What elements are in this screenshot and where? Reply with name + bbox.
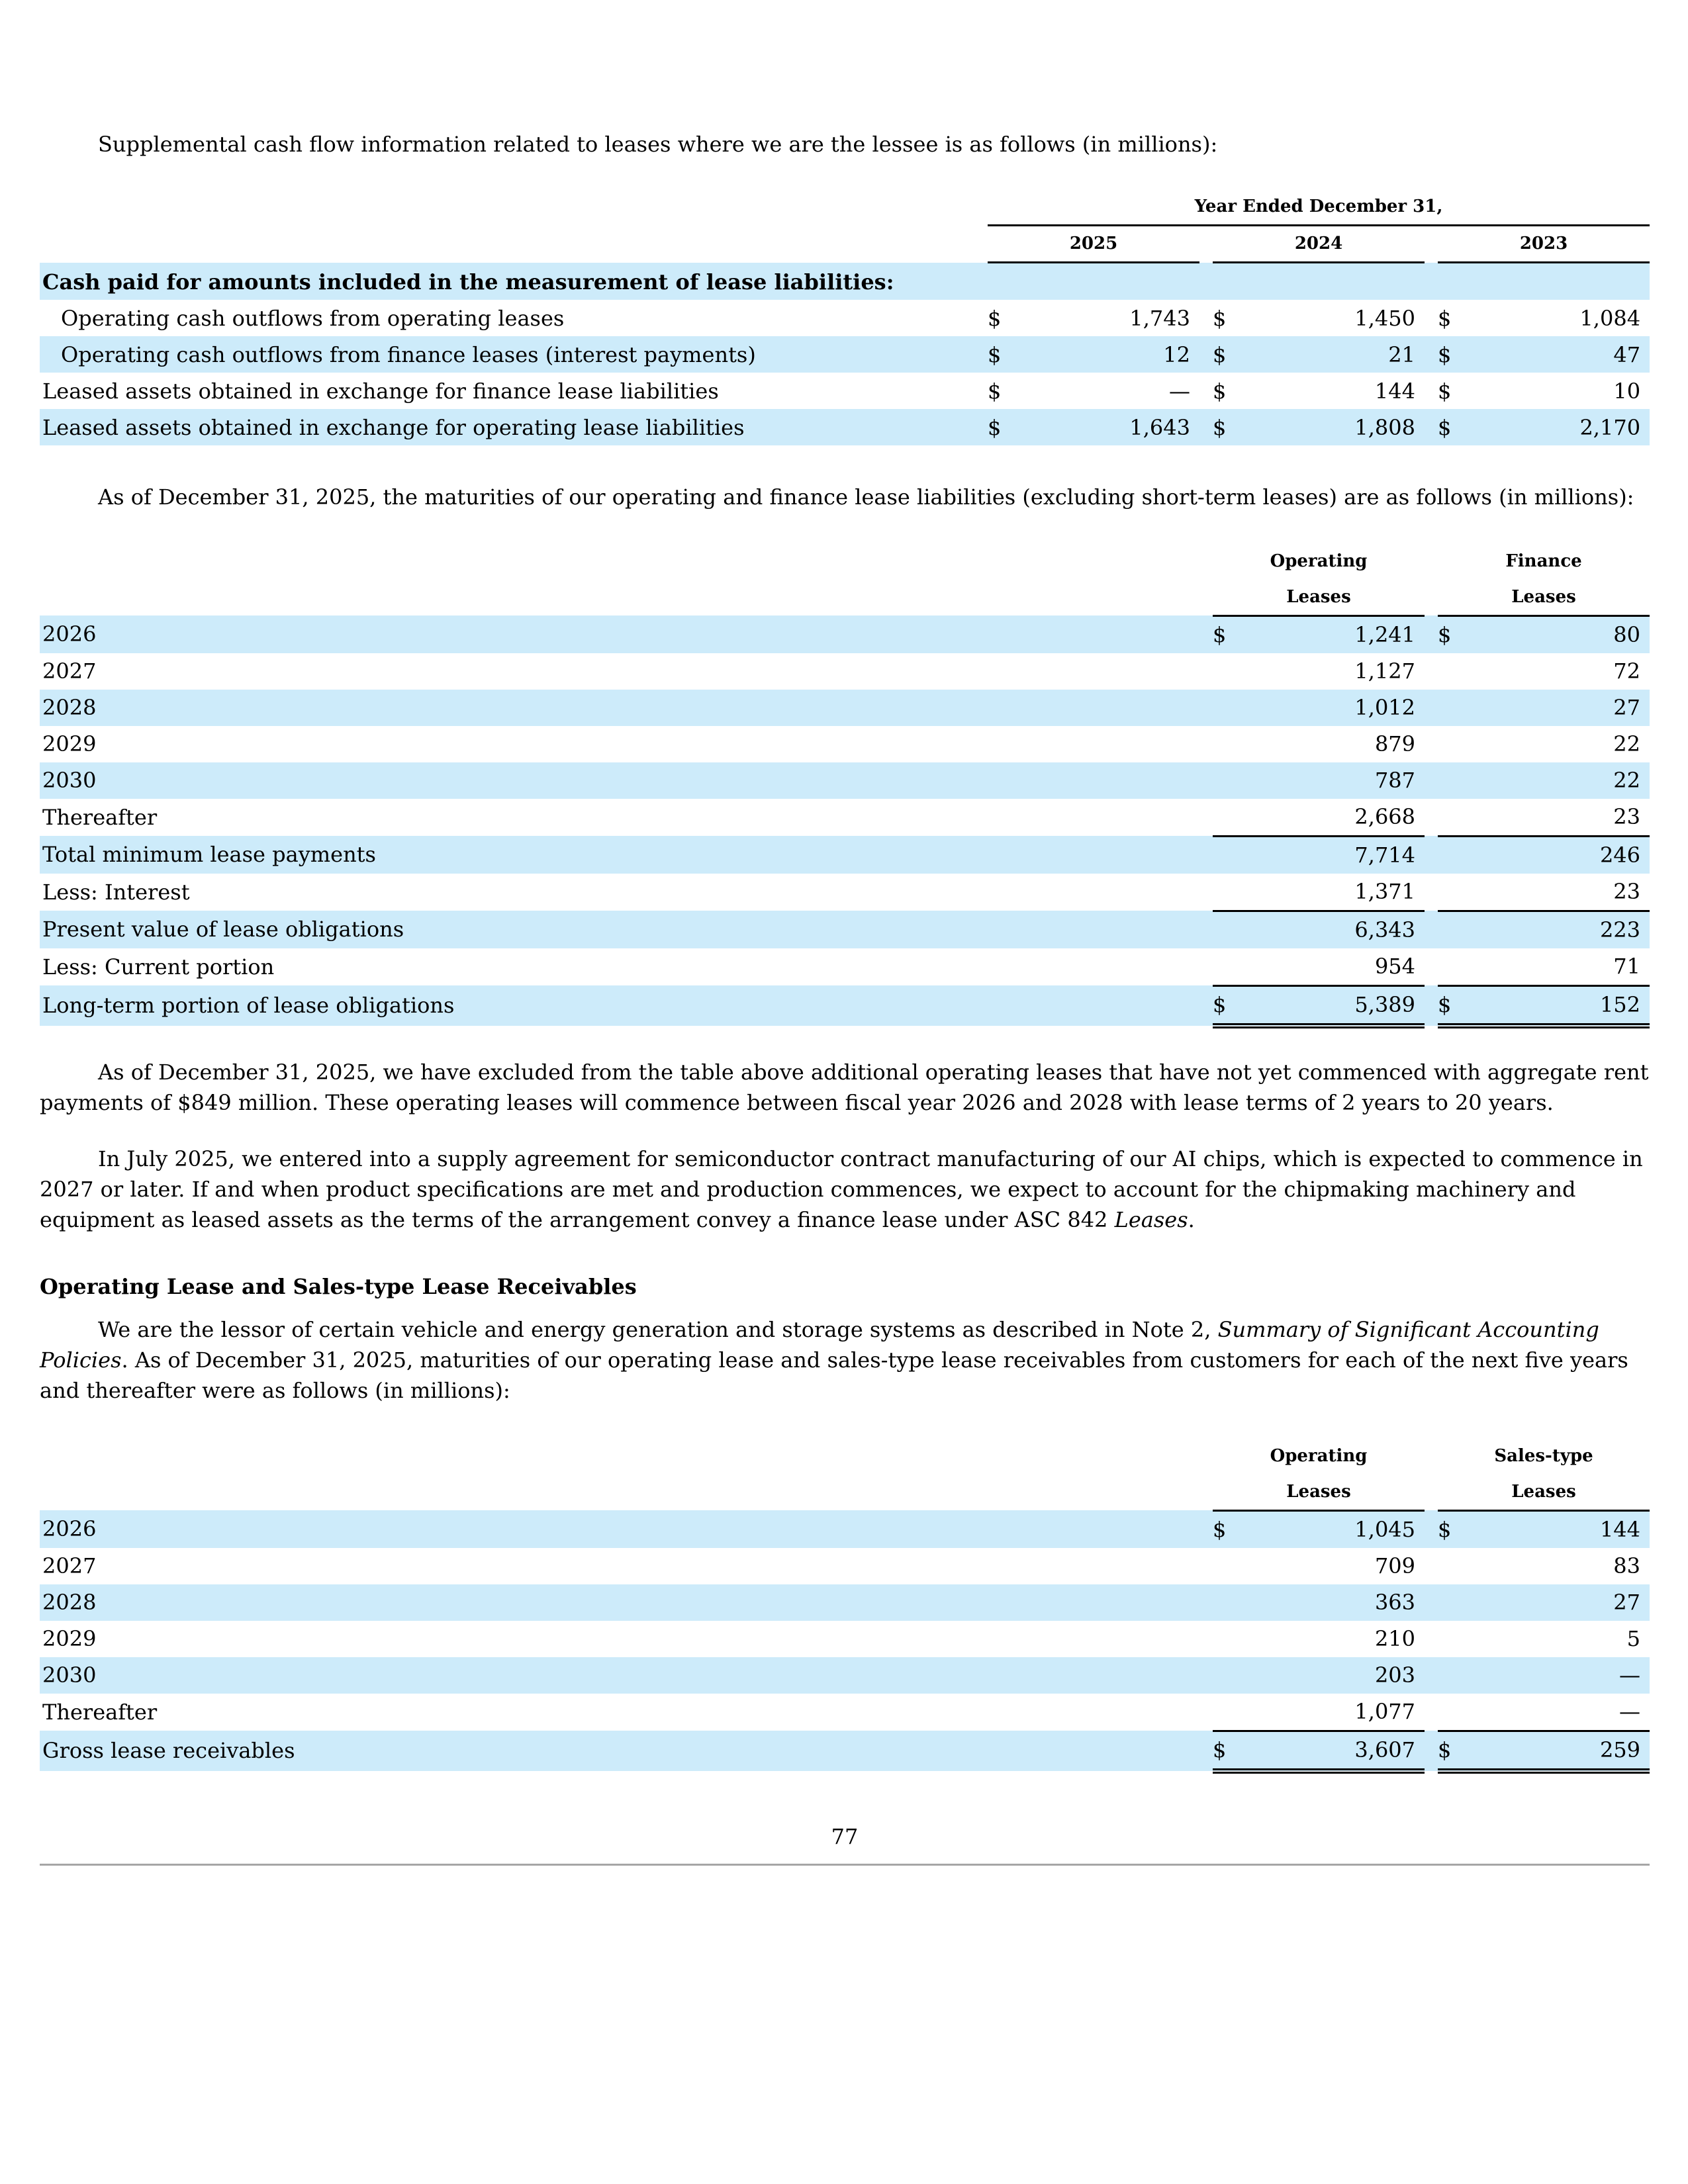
table-row <box>40 690 1650 726</box>
value-cell: 83 <box>1613 1553 1641 1578</box>
value-cell: — <box>1462 1694 1650 1731</box>
row-label: 2028 <box>40 1584 1213 1621</box>
col-header-operating-1: Operating <box>1270 1445 1368 1466</box>
currency-symbol: $ <box>1213 378 1227 404</box>
value-cell: 1,743 <box>1129 305 1190 331</box>
table-row <box>40 911 1650 948</box>
row-label: Thereafter <box>42 1699 158 1725</box>
row-label: Leased assets obtained in exchange for operating lease liabilities <box>40 409 988 445</box>
value-cell: 72 <box>1613 659 1641 684</box>
paragraph-end: . <box>1188 1207 1195 1232</box>
table-row <box>40 615 1650 653</box>
row-label: Operating cash outflows from operating leases <box>61 305 565 331</box>
row-label: Total minimum lease payments <box>40 836 1213 874</box>
value-cell: 1,808 <box>1237 409 1425 445</box>
currency-symbol: $ <box>1213 336 1237 373</box>
row-label: 2030 <box>40 762 1213 799</box>
supply-agreement-paragraph <box>40 1144 1650 1235</box>
row-label: Less: Current portion <box>42 954 275 979</box>
intro-maturities: As of December 31, 2025, the maturities of our operating and finance lease liabilities (excluding short-term leases) are as follows (in millions): <box>98 484 1634 510</box>
table-row <box>40 1584 1650 1621</box>
row-label: Long-term portion of lease obligations <box>40 985 1213 1026</box>
row-label: 2029 <box>42 731 97 756</box>
table-row <box>40 985 1650 1026</box>
currency-symbol: $ <box>1438 985 1462 1026</box>
value-cell: 1,045 <box>1237 1510 1425 1548</box>
currency-symbol: $ <box>988 378 1002 404</box>
table-row <box>40 409 1650 445</box>
period-header: Year Ended December 31, <box>988 189 1650 225</box>
col-header-operating-1: Operating <box>1270 551 1368 571</box>
italic-term: Leases <box>1114 1207 1188 1232</box>
value-cell: 2,170 <box>1462 409 1650 445</box>
italic-term: Summary of Significant Accounting Policies <box>40 1317 1599 1373</box>
table-row <box>40 1657 1650 1694</box>
excluded-leases-paragraph: As of December 31, 2025, we have excluded from the table above additional operating leases that have not yet commenced with aggregate rent payments of $849 million. These operating leases will commence between fiscal year 2026 and 2028 with lease terms of 2 years to 20 years. <box>40 1060 1649 1115</box>
lease-liabilities-table <box>40 543 1650 1028</box>
value-cell: 223 <box>1462 911 1650 948</box>
row-label: 2029 <box>42 1626 97 1651</box>
value-cell: 1,127 <box>1354 659 1416 684</box>
table-row <box>40 874 1650 911</box>
currency-symbol: $ <box>1438 615 1462 653</box>
row-label: 2028 <box>40 690 1213 726</box>
currency-symbol: $ <box>1213 1510 1237 1548</box>
value-cell: 27 <box>1462 1584 1650 1621</box>
page-number: 77 <box>831 1824 859 1849</box>
table-row <box>40 300 1650 336</box>
section-heading: Operating Lease and Sales-type Lease Receivables <box>40 1274 637 1299</box>
value-cell: 879 <box>1374 731 1416 756</box>
row-label: Gross lease receivables <box>40 1731 1213 1771</box>
col-header-sales-type-1: Sales-type <box>1494 1445 1593 1466</box>
paragraph-text: In July 2025, we entered into a supply agreement for semiconductor contract manufacturing of our AI chips, which is expected to commence in 2027 or later. If and when product specifications are met and production commences, we expect to account for the chipmaking machinery and equipment as leased assets as the terms of the arrangement convey a finance lease under ASC 842 <box>40 1146 1643 1232</box>
col-header-finance-2: Leases <box>1438 579 1650 615</box>
value-cell: 21 <box>1237 336 1425 373</box>
value-cell: 954 <box>1237 948 1425 986</box>
value-cell: 47 <box>1462 336 1650 373</box>
table-row <box>40 1510 1650 1548</box>
row-label: Operating cash outflows from finance leases (interest payments) <box>40 336 988 373</box>
value-cell: 80 <box>1462 615 1650 653</box>
table-row <box>40 1731 1650 1771</box>
table-row <box>40 836 1650 874</box>
table-row <box>40 762 1650 799</box>
row-label: 2026 <box>40 1510 1213 1548</box>
table-row <box>40 336 1650 373</box>
row-label: 2027 <box>42 1553 97 1578</box>
table-row <box>40 653 1650 690</box>
currency-symbol: $ <box>1438 1731 1462 1771</box>
currency-symbol: $ <box>1438 378 1452 404</box>
footer-divider <box>40 1864 1650 1866</box>
value-cell: 1,643 <box>1011 409 1199 445</box>
paragraph-text: We are the lessor of certain vehicle and energy generation and storage systems as described in Note 2, <box>98 1317 1218 1342</box>
value-cell: — <box>1169 378 1190 404</box>
col-header-operating-2: Leases <box>1213 579 1425 615</box>
currency-symbol: $ <box>1213 615 1237 653</box>
currency-symbol: $ <box>1213 305 1227 331</box>
currency-symbol: $ <box>1213 1731 1237 1771</box>
value-cell: 1,077 <box>1237 1694 1425 1731</box>
value-cell: 144 <box>1374 378 1415 404</box>
value-cell: 1,241 <box>1237 615 1425 653</box>
currency-symbol: $ <box>1438 1510 1462 1548</box>
value-cell: 203 <box>1237 1657 1425 1694</box>
table-row <box>40 948 1650 986</box>
table-row <box>40 263 1650 300</box>
value-cell: 709 <box>1374 1553 1416 1578</box>
value-cell: 1,450 <box>1354 305 1415 331</box>
value-cell: 363 <box>1237 1584 1425 1621</box>
value-cell: — <box>1462 1657 1650 1694</box>
currency-symbol: $ <box>1438 409 1462 445</box>
value-cell: 3,607 <box>1237 1731 1425 1771</box>
row-label: 2027 <box>42 659 97 684</box>
col-header-operating-2: Leases <box>1213 1474 1425 1510</box>
value-cell: 152 <box>1462 985 1650 1026</box>
value-cell: 10 <box>1613 378 1641 404</box>
year-header-2025: 2025 <box>988 225 1199 263</box>
row-label: Leased assets obtained in exchange for finance lease liabilities <box>42 378 719 404</box>
col-header-sales-type-2: Leases <box>1438 1474 1650 1510</box>
currency-symbol: $ <box>1438 336 1462 373</box>
value-cell: 787 <box>1237 762 1425 799</box>
value-cell: 71 <box>1462 948 1650 986</box>
value-cell: 12 <box>1011 336 1199 373</box>
table-row <box>40 1621 1650 1657</box>
row-label: Less: Interest <box>42 879 190 905</box>
lease-receivables-table <box>40 1437 1650 1774</box>
lessor-paragraph <box>40 1314 1650 1406</box>
currency-symbol: $ <box>988 336 1011 373</box>
row-label: 2030 <box>40 1657 1213 1694</box>
value-cell: 27 <box>1462 690 1650 726</box>
paragraph-text: . As of December 31, 2025, maturities of our operating lease and sales-type lease receivables from customers for each of the next five years and thereafter were as follows (in millions): <box>40 1347 1628 1403</box>
col-header-finance-1: Finance <box>1505 551 1582 571</box>
currency-symbol: $ <box>1438 305 1452 331</box>
value-cell: 5,389 <box>1237 985 1425 1026</box>
currency-symbol: $ <box>988 305 1002 331</box>
table-row <box>40 726 1650 762</box>
value-cell: 2,668 <box>1237 799 1425 837</box>
currency-symbol: $ <box>1213 985 1237 1026</box>
value-cell: 144 <box>1462 1510 1650 1548</box>
row-label: Present value of lease obligations <box>40 911 1213 948</box>
value-cell: 246 <box>1462 836 1650 874</box>
table-row <box>40 373 1650 409</box>
value-cell: 1,371 <box>1237 874 1425 911</box>
value-cell: 1,084 <box>1579 305 1641 331</box>
value-cell: 23 <box>1462 799 1650 837</box>
value-cell: 23 <box>1462 874 1650 911</box>
value-cell: 22 <box>1613 731 1641 756</box>
table-row <box>40 1694 1650 1731</box>
year-header-2024: 2024 <box>1213 225 1425 263</box>
table-row <box>40 799 1650 837</box>
value-cell: 6,343 <box>1237 911 1425 948</box>
cash-flow-table <box>40 189 1650 445</box>
value-cell: 7,714 <box>1237 836 1425 874</box>
value-cell: 22 <box>1462 762 1650 799</box>
section-label: Cash paid for amounts included in the measurement of lease liabilities: <box>40 263 1650 300</box>
year-header-2023: 2023 <box>1438 225 1650 263</box>
value-cell: 5 <box>1626 1626 1641 1651</box>
value-cell: 259 <box>1462 1731 1650 1771</box>
currency-symbol: $ <box>1213 409 1237 445</box>
row-label: Thereafter <box>42 804 158 830</box>
intro-cash-flow: Supplemental cash flow information related to leases where we are the lessee is as follows (in millions): <box>98 132 1218 157</box>
value-cell: 1,012 <box>1237 690 1425 726</box>
value-cell: 210 <box>1374 1626 1416 1651</box>
currency-symbol: $ <box>988 409 1011 445</box>
row-label: 2026 <box>40 615 1213 653</box>
table-row <box>40 1548 1650 1584</box>
